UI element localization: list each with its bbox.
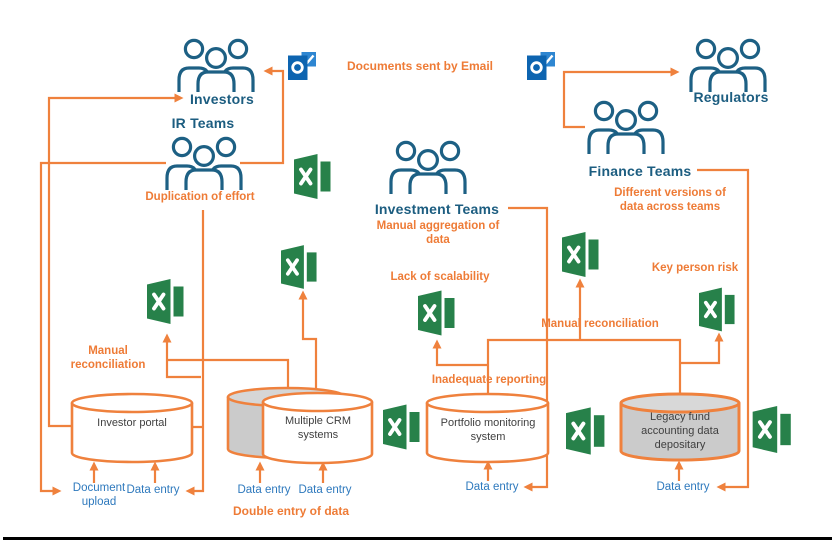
outlook-icon-right bbox=[527, 52, 557, 80]
excel-icon-ir-teams bbox=[294, 154, 332, 199]
ir-teams-label: IR Teams bbox=[171, 115, 235, 131]
bottom-divider bbox=[3, 537, 832, 540]
team-icon-investment-teams bbox=[388, 140, 468, 194]
manual-aggregation-label: Manual aggregation of data bbox=[376, 220, 500, 246]
excel-icon-above-crm bbox=[281, 245, 318, 289]
manual-reconciliation-right-label: Manual reconciliation bbox=[541, 318, 659, 330]
excel-icon-scalability bbox=[418, 290, 456, 336]
data-entry-portal-label: Data entry bbox=[126, 484, 180, 496]
multiple-crm-label: Multiple CRM systems bbox=[284, 415, 351, 441]
different-versions-label: Different versions of data across teams bbox=[614, 187, 726, 213]
documents-sent-by-email-label: Documents sent by Email bbox=[346, 59, 494, 73]
data-entry-legacy-label: Data entry bbox=[656, 481, 710, 493]
excel-icon-right-of-crm bbox=[383, 404, 421, 450]
finance-teams-label: Finance Teams bbox=[588, 163, 692, 179]
team-icon-investors bbox=[176, 38, 256, 92]
outlook-icon-left bbox=[288, 52, 318, 80]
team-icon-regulators bbox=[688, 38, 768, 92]
excel-icon-reconciliation bbox=[561, 232, 601, 277]
team-icon-ir-teams bbox=[164, 136, 244, 190]
investors-label: Investors bbox=[189, 91, 255, 107]
excel-icon-above-portal bbox=[147, 279, 185, 324]
regulators-label: Regulators bbox=[693, 89, 769, 105]
duplication-of-effort-label: Duplication of effort bbox=[145, 191, 255, 203]
manual-reconciliation-left-label: Manual reconciliation bbox=[70, 345, 146, 371]
data-entry-crm-right-label: Data entry bbox=[298, 484, 352, 496]
document-upload-label: Document upload bbox=[72, 482, 126, 508]
investment-teams-label: Investment Teams bbox=[374, 201, 500, 217]
lack-of-scalability-label: Lack of scalability bbox=[390, 271, 490, 283]
data-entry-crm-left-label: Data entry bbox=[237, 484, 291, 496]
legacy-fund-label: Legacy fund accounting data depositary bbox=[641, 411, 719, 451]
key-person-risk-label: Key person risk bbox=[651, 262, 739, 274]
excel-icon-right-of-legacy bbox=[752, 406, 793, 453]
portfolio-monitoring-label: Portfolio monitoring system bbox=[440, 417, 536, 443]
data-entry-portfolio-label: Data entry bbox=[465, 481, 519, 493]
excel-icon-key-person bbox=[699, 287, 736, 332]
team-icon-finance-teams bbox=[586, 100, 666, 154]
inadequate-reporting-label: Inadequate reporting bbox=[431, 374, 547, 386]
investor-portal-label: Investor portal bbox=[97, 417, 167, 429]
double-entry-of-data-label: Double entry of data bbox=[232, 504, 350, 518]
excel-icon-right-of-portfolio bbox=[566, 407, 606, 455]
